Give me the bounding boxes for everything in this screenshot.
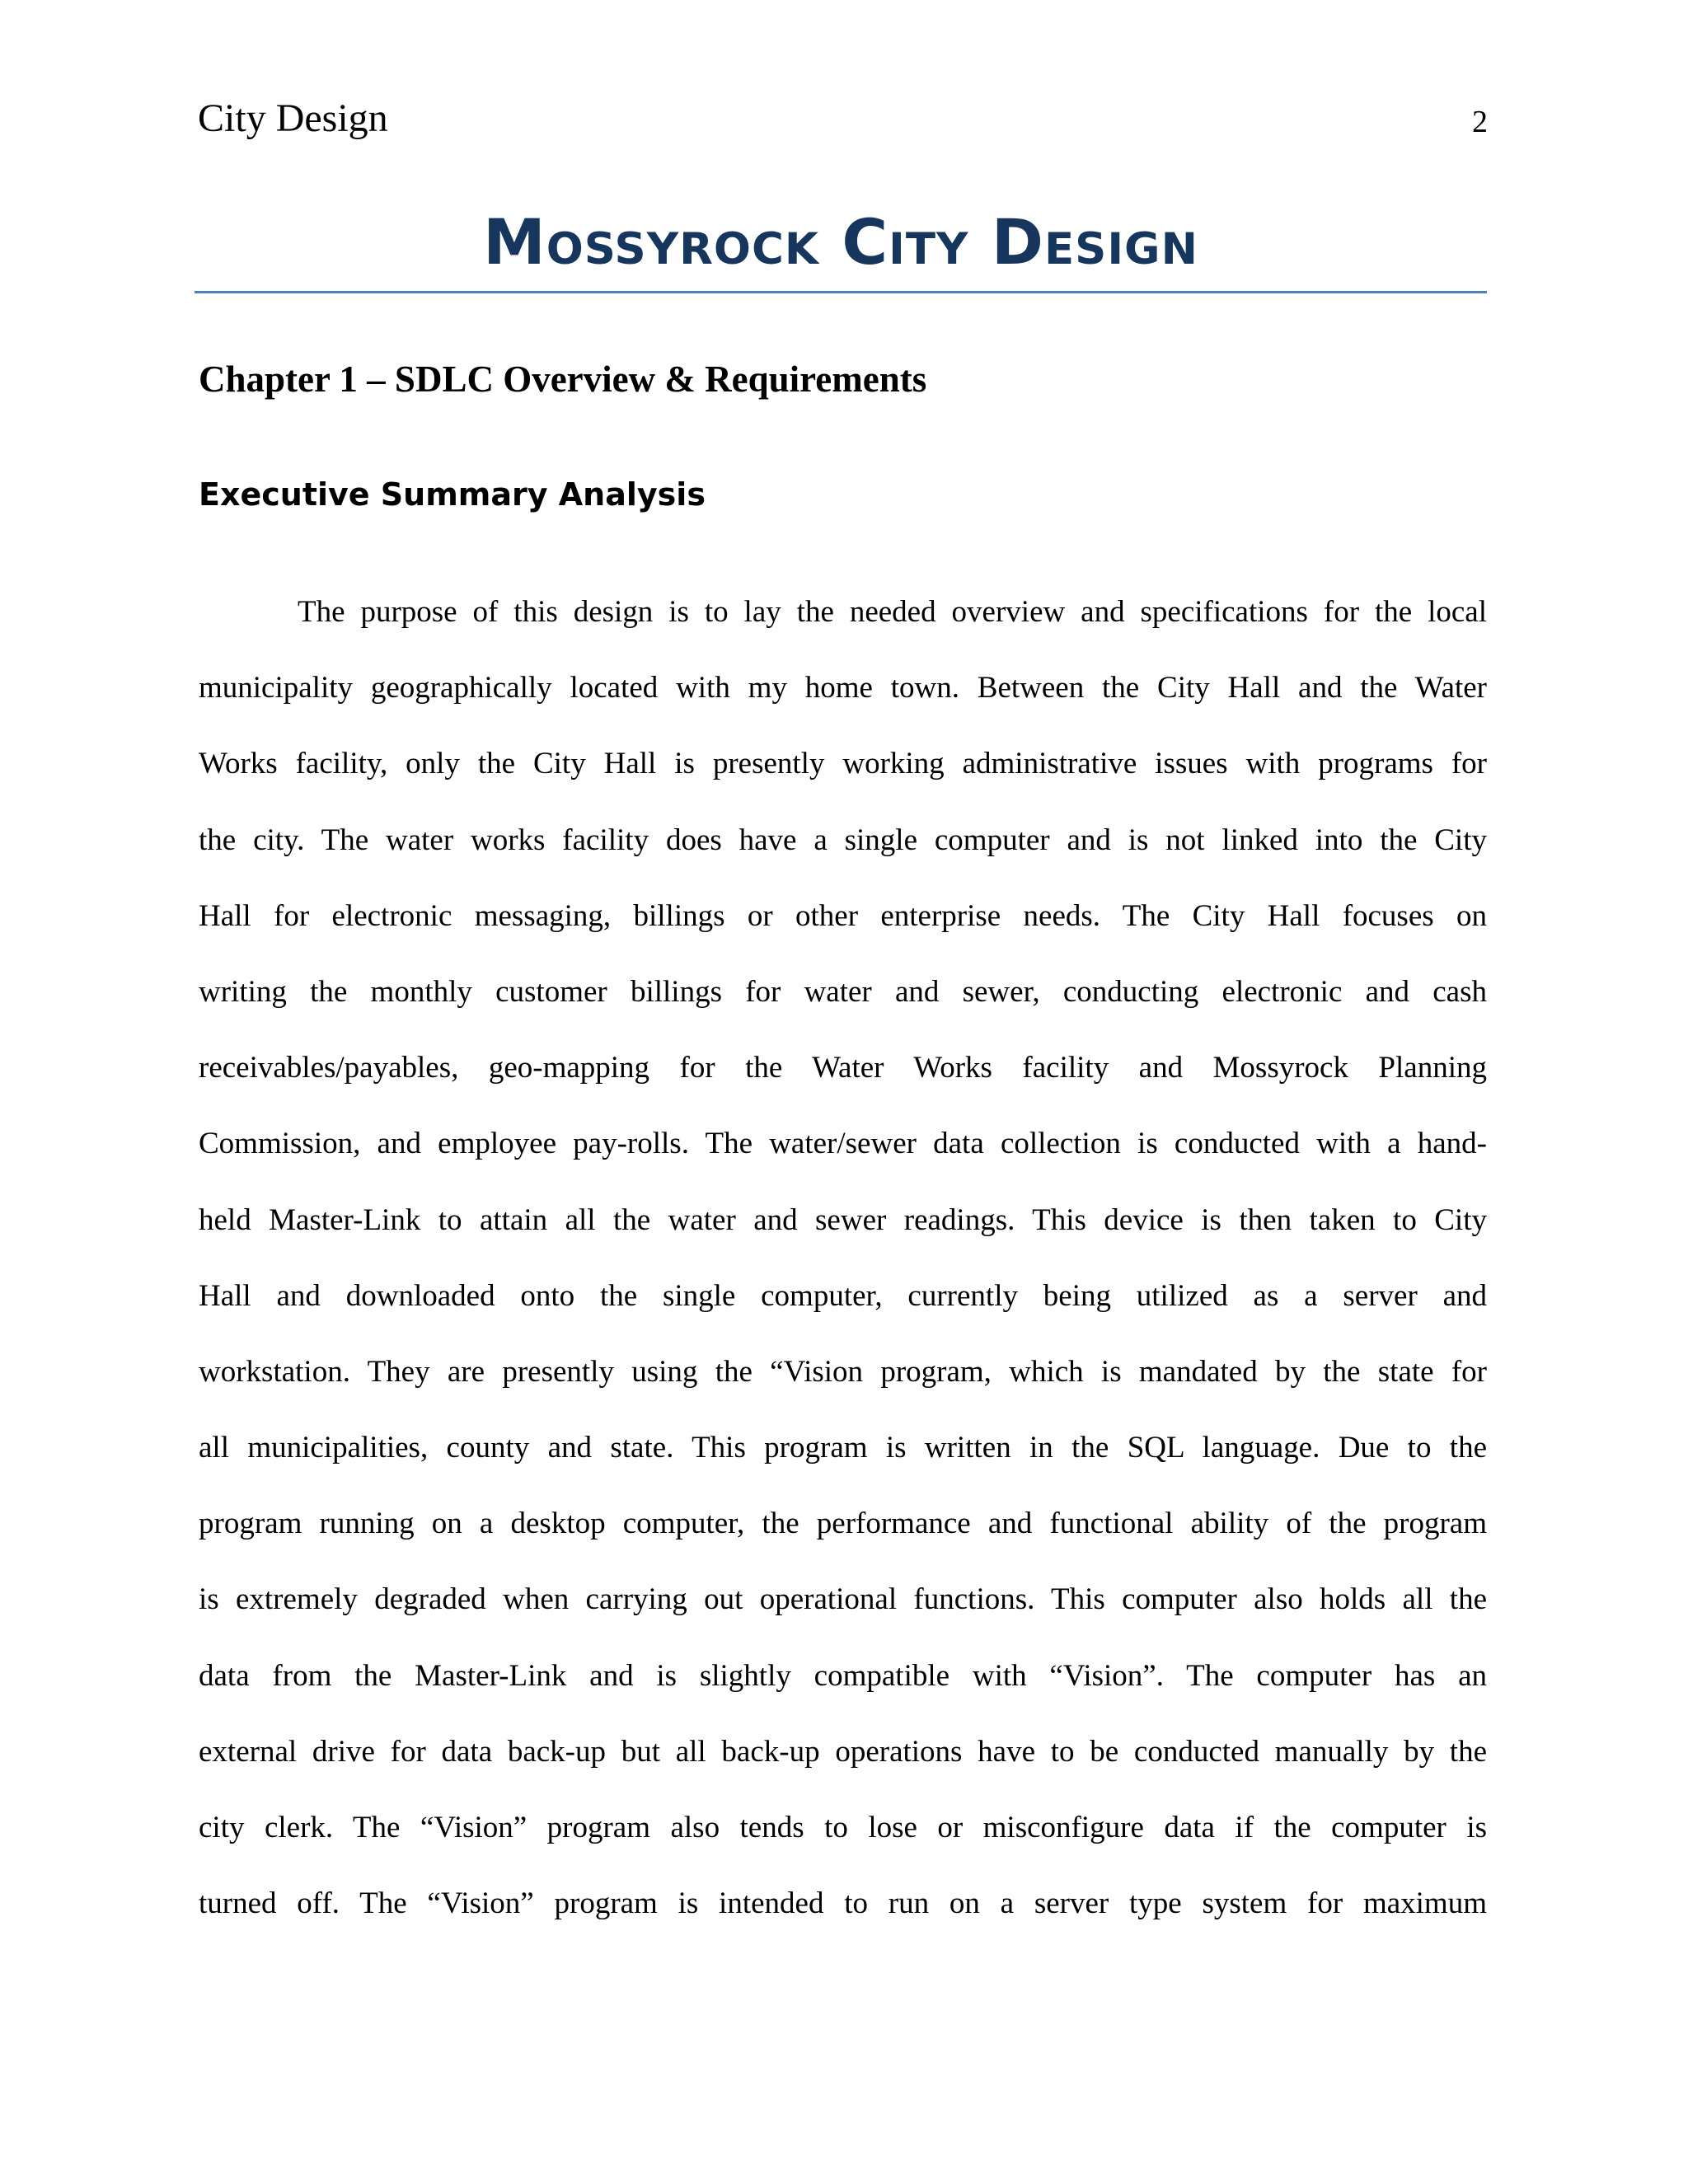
paragraph-line: The purpose of this design is to lay the needed overview and specifications for the local bbox=[298, 595, 1487, 629]
paragraph-line: Commission, and employee pay-rolls. The water/sewer data collection is conducted with a hand- bbox=[199, 1127, 1487, 1161]
page-number: 2 bbox=[1472, 105, 1488, 139]
paragraph-line: city clerk. The “Vision” program also tends to lose or misconfigure data if the computer is bbox=[199, 1811, 1487, 1844]
paragraph-line: program running on a desktop computer, the performance and functional ability of the program bbox=[199, 1507, 1487, 1541]
chapter-heading: Chapter 1 – SDLC Overview & Requirements bbox=[199, 359, 927, 400]
paragraph-line: Hall for electronic messaging, billings or other enterprise needs. The City Hall focuses on bbox=[199, 898, 1487, 933]
paragraph-line: workstation. They are presently using the “Vision program, which is mandated by the state for bbox=[199, 1354, 1487, 1389]
paragraph-line: data from the Master-Link and is slightly compatible with “Vision”. The computer has an bbox=[199, 1658, 1487, 1693]
paragraph-line: Hall and downloaded onto the single computer, currently being utilized as a server and bbox=[199, 1278, 1487, 1313]
paragraph-line: held Master-Link to attain all the water and sewer readings. This device is then taken to City bbox=[199, 1202, 1487, 1237]
section-heading: Executive Summary Analysis bbox=[199, 476, 706, 513]
paragraph-line: all municipalities, county and state. This program is written in the SQL language. Due to the bbox=[199, 1431, 1487, 1465]
paragraph-line: turned off. The “Vision” program is intended to run on a server type system for maximum bbox=[199, 1886, 1487, 1921]
document-title: Mossyrock City Design bbox=[483, 205, 1198, 279]
body-paragraph bbox=[199, 587, 1487, 1954]
paragraph-line: writing the monthly customer billings for water and sewer, conducting electronic and cash bbox=[199, 974, 1487, 1009]
paragraph-line: Works facility, only the City Hall is presently working administrative issues with programs for bbox=[199, 747, 1487, 781]
paragraph-line: external drive for data back-up but all back-up operations have to be conducted manually by the bbox=[199, 1734, 1487, 1769]
running-head: City Design bbox=[198, 96, 388, 140]
paragraph-line: municipality geographically located with my home town. Between the City Hall and the Water bbox=[199, 671, 1487, 705]
paragraph-line: receivables/payables, geo-mapping for the Water Works facility and Mossyrock Planning bbox=[199, 1051, 1487, 1085]
title-underline-rule bbox=[195, 291, 1487, 293]
paragraph-line: the city. The water works facility does have a single computer and is not linked into the City bbox=[199, 823, 1487, 857]
paragraph-line: is extremely degraded when carrying out operational functions. This computer also holds all the bbox=[199, 1582, 1487, 1617]
